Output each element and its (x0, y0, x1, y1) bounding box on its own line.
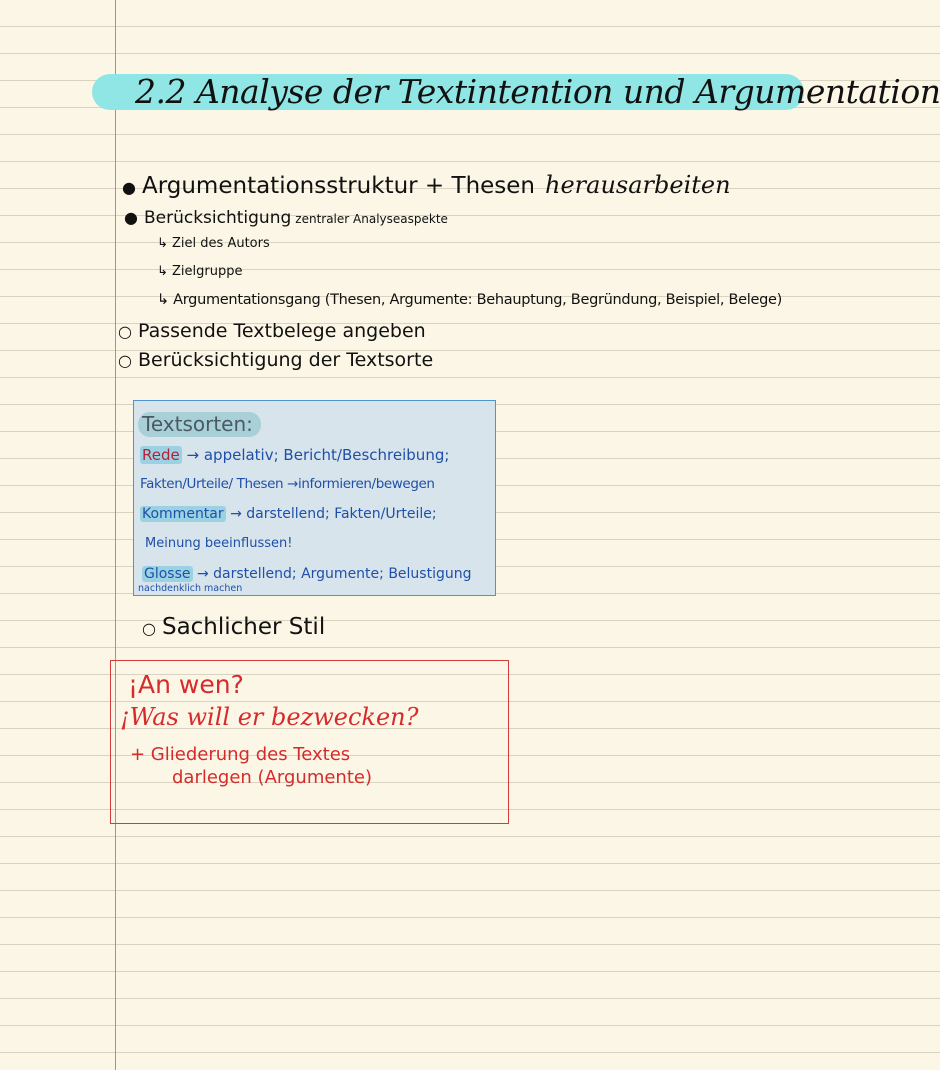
textsorte-rede: Rede → appelativ; Bericht/Beschreibung; (142, 446, 450, 464)
textsorte-glosse: Glosse → darstellend; Argumente; Belustigung (144, 566, 472, 582)
page-title: 2.2 Analyse der Textintention und Argumentation (135, 72, 940, 111)
textsorten-title: Textsorten: (138, 412, 261, 437)
bullet-textsorte: ○ Berücksichtigung der Textsorte (118, 349, 434, 371)
bullet-sachlicher-stil: ○ Sachlicher Stil (142, 614, 326, 640)
note-darlegen: darlegen (Argumente) (172, 767, 372, 788)
exclamation-icon: ¡ (120, 703, 130, 731)
textsorte-glosse-detail: nachdenklich machen (138, 583, 243, 594)
sub-zielgruppe: ↳ Zielgruppe (157, 264, 243, 279)
kommentar-label: Kommentar (142, 506, 224, 522)
glosse-label: Glosse (144, 566, 191, 582)
bullet-circle-icon: ○ (118, 351, 132, 370)
bullet-circle-icon: ○ (118, 322, 132, 341)
bullet-circle-icon: ○ (142, 619, 156, 638)
question-bezwecken: ¡Was will er bezwecken? (120, 703, 419, 731)
textsorte-kommentar-detail: Meinung beeinflussen! (145, 536, 293, 551)
textsorte-kommentar: Kommentar → darstellend; Fakten/Urteile; (142, 506, 437, 522)
margin-line (115, 0, 116, 1070)
question-an-wen: ¡An wen? (128, 670, 244, 699)
bullet-dot-icon: ● (124, 208, 138, 227)
bullet-beruecksichtigung: ● Berücksichtigung zentraler Analyseaspekte (124, 208, 448, 228)
textsorte-rede-detail: Fakten/Urteile/ Thesen →informieren/bewegen (140, 476, 435, 492)
sub-argumentationsgang: ↳ Argumentationsgang (Thesen, Argumente: Behauptung, Begründung, Beispiel, Belege) (157, 292, 782, 308)
bullet-textbelege: ○ Passende Textbelege angeben (118, 320, 426, 342)
note-gliederung: + Gliederung des Textes (130, 744, 351, 765)
exclamation-icon: ¡ (128, 670, 139, 699)
sub-ziel-des-autors: ↳ Ziel des Autors (157, 236, 270, 251)
rede-label: Rede (142, 446, 180, 464)
bullet-argumentationsstruktur: ● Argumentationsstruktur + Thesen herausarbeiten (122, 171, 731, 199)
bullet-dot-icon: ● (122, 178, 136, 197)
